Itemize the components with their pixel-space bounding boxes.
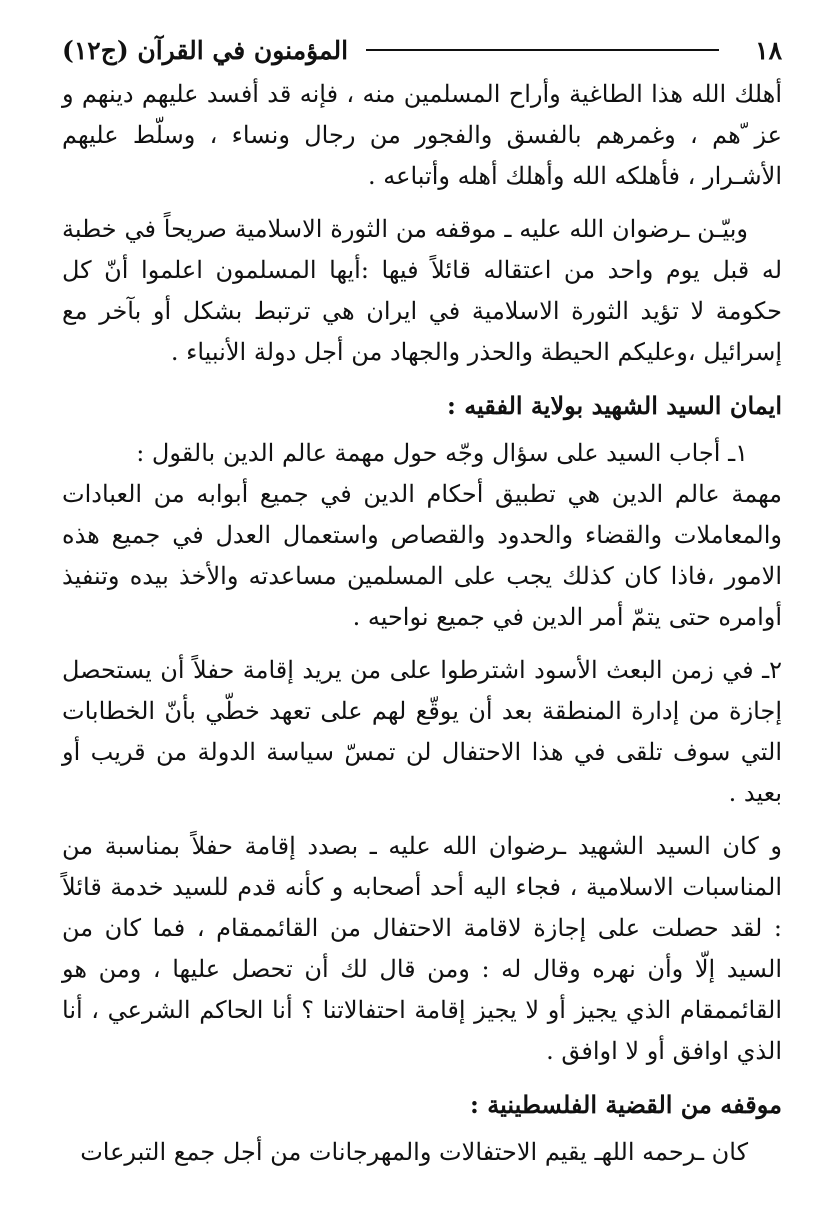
paragraph-6: و كان السيد الشهيد ـرضوان الله عليه ـ بصدد إقامة حفلاً بمناسبة من المناسبات الاسلامية ، فجاء اليه أحد أصحابه و كأنه قدم للسيد خدمة قائلاً : لقد حصلت على إجازة لاقامة الاحتفال من القائممقام ، فما كان من السيد إلّا وأن نهره وقال له : ومن قال لك أن تحصل عليها ، ومن هو القائممقام الذي يجيز أو لا يجيز إقامة احتفالاتنا ؟ أنا الحاكم الشرعي ، أنا الذي اوافق أو لا اوافق . xyxy=(62,832,782,1065)
page-header xyxy=(62,30,782,70)
paragraph-7: كان ـرحمه اللهـ يقيم الاحتفالات والمهرجانات من أجل جمع التبرعات xyxy=(80,1138,748,1166)
section-heading-palestine: موقفه من القضية الفلسطينية : xyxy=(470,1090,782,1119)
paragraph-4: مهمة عالم الدين هي تطبيق أحكام الدين في جميع أبوابه من العبادات والمعاملات والقضاء والحدود والقصاص واستعمال العدل في جميع هذه الامور ،فاذا كان كذلك يجب على المسلمين مساعدته والأخذ بيده وتنفيذ أوامره حتى يتمّ أمر الدين في جميع نواحيه . xyxy=(62,480,782,631)
paragraph-1: أهلك الله هذا الطاغية وأراح المسلمين منه ، فإنه قد أفسد عليهم دينهم و عز ّهم ، وغمرهم بالفسق والفجور من رجال ونساء ، وسلّط عليهم الأشـرار ، فأهلكه الله وأهلك أهله وأتباعه . xyxy=(62,80,783,190)
book-title: المؤمنون في القرآن (ج١٢) xyxy=(62,35,349,65)
header-rule xyxy=(366,49,719,51)
paragraph-5: ٢ـ في زمن البعث الأسود اشترطوا على من يريد إقامة حفلاً أن يستحصل إجازة من إدارة المنطقة بعد أن يوقّع لهم على تعهد خطّي بأنّ الخطابات التي سوف تلقى في هذا الاحتفال لن تمسّ سياسة الدولة من قريب أو بعيد . xyxy=(62,656,782,807)
section-heading-wilayat-al-faqih: ايمان السيد الشهيد بولاية الفقيه : xyxy=(446,391,782,420)
paragraph-3: ١ـ أجاب السيد على سؤال وجّه حول مهمة عالم الدين بالقول : xyxy=(136,439,748,467)
document-page xyxy=(62,30,782,1173)
page-number: ١٨ xyxy=(755,35,782,65)
paragraph-2: وبيّـن ـرضوان الله عليه ـ موقفه من الثورة الاسلامية صريحاً في خطبة له قبل يوم واحد من اعتقاله قائلاً فيها :أيها المسلمون اعلموا أنّ كل حكومة لا تؤيد الثورة الاسلامية في ايران هي ترتبط بشكل أو بآخر مع إسرائيل ،وعليكم الحيطة والحذر والجهاد من أجل دولة الأنبياء . xyxy=(62,215,782,366)
